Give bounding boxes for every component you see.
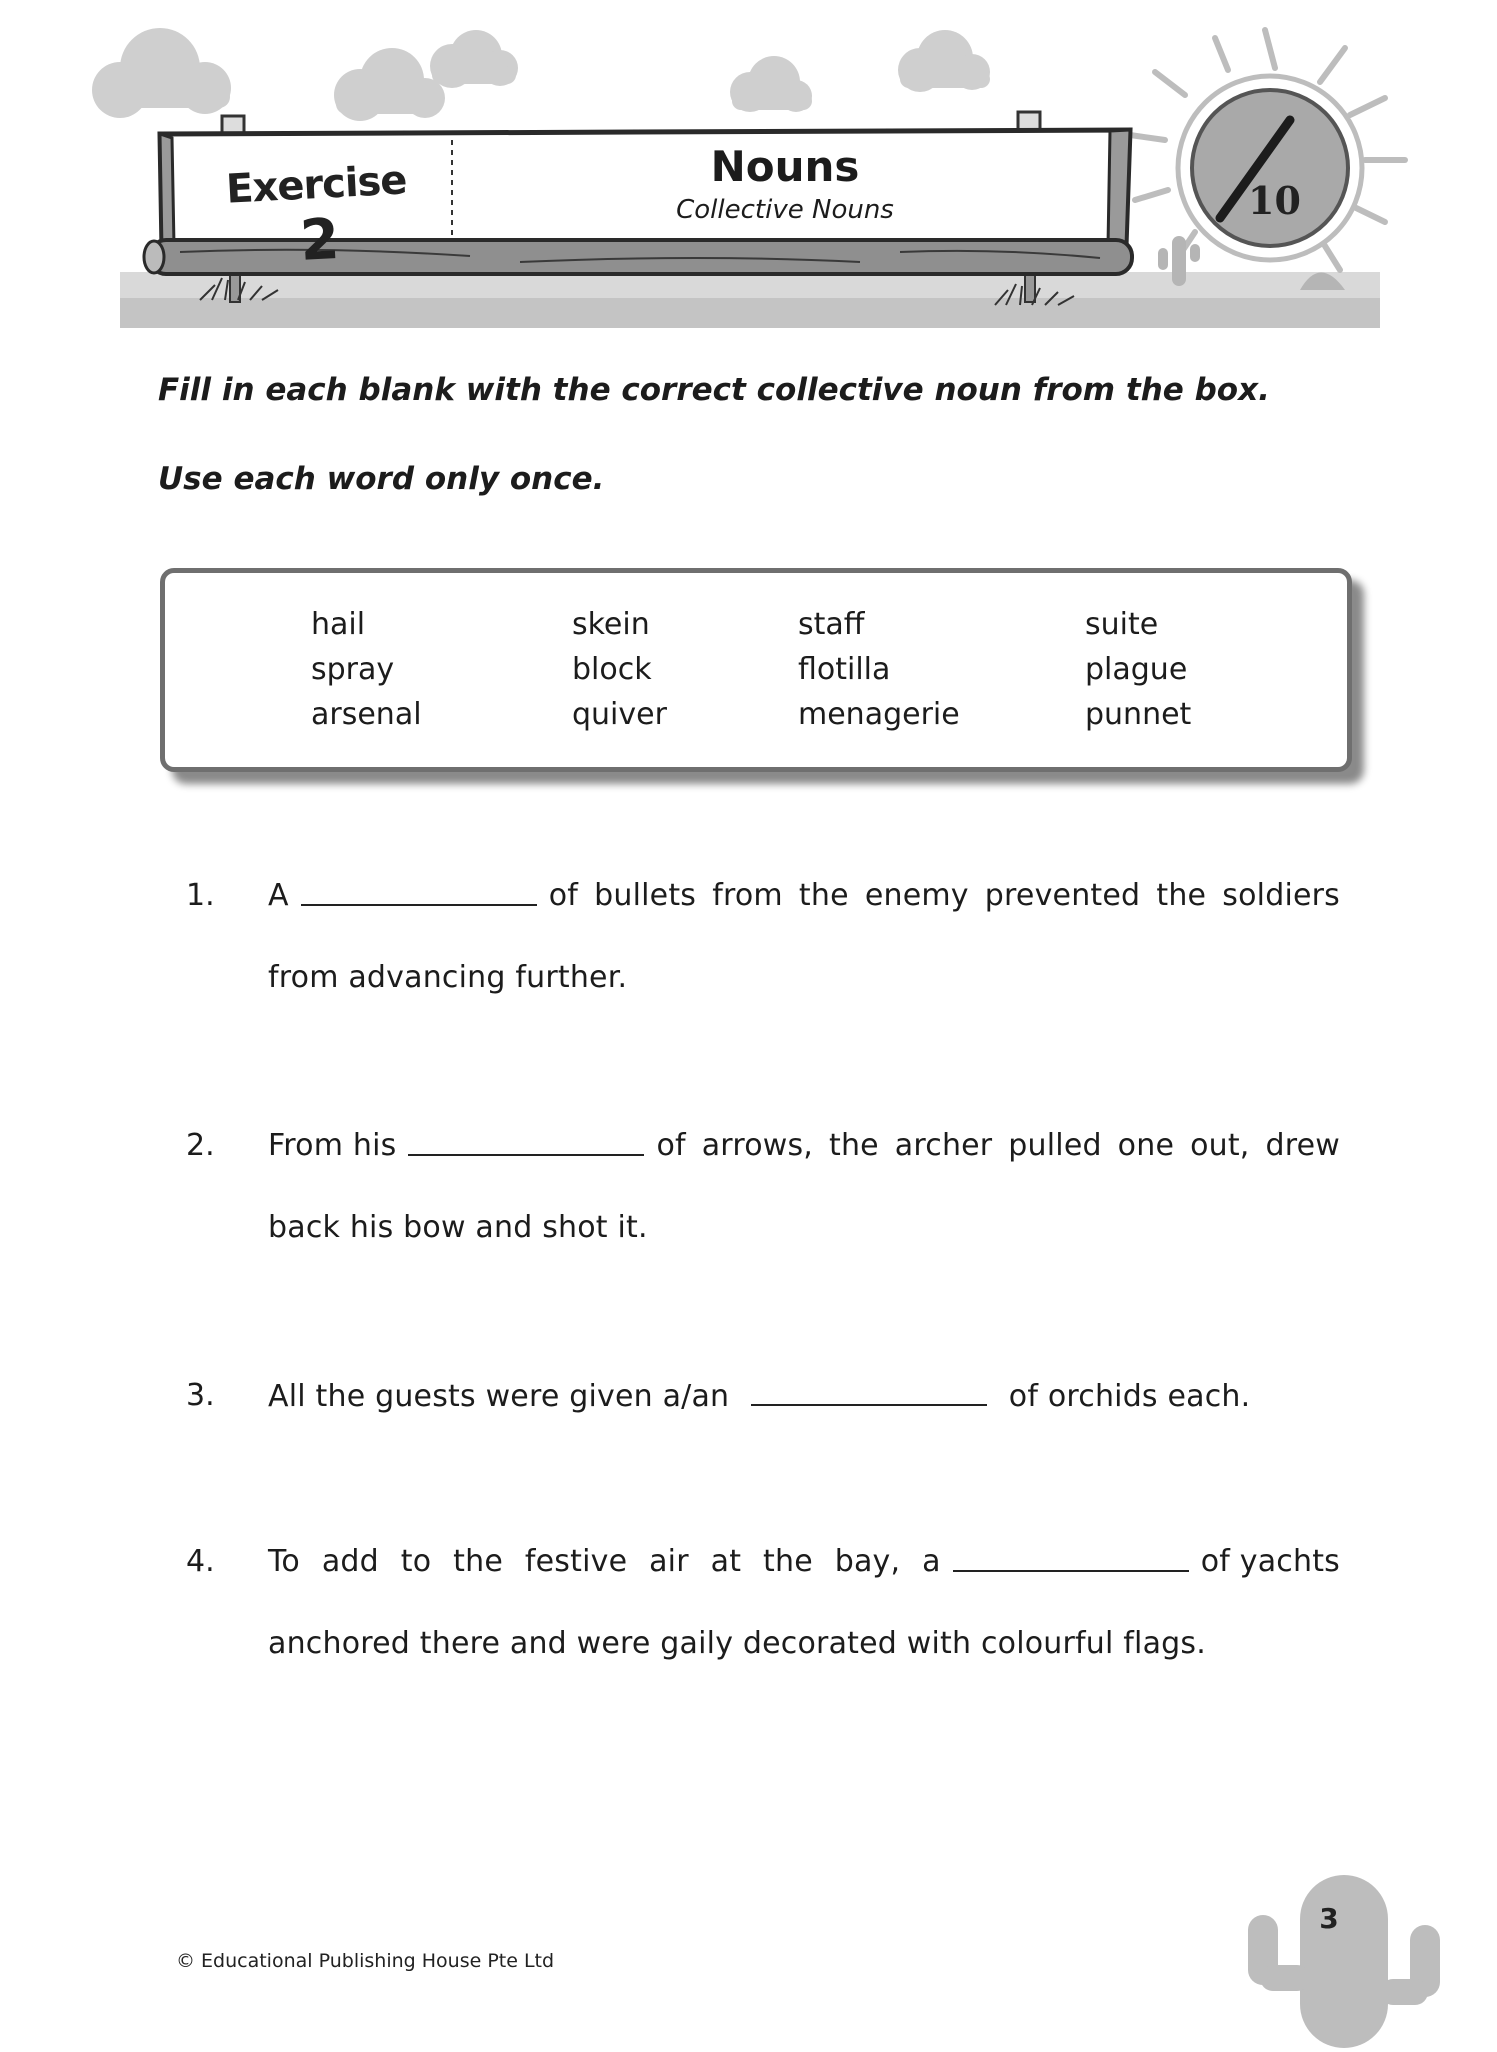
question-continuation: back his bow and shot it. xyxy=(268,1210,648,1245)
question-text-before: All the guests were given a/an xyxy=(268,1379,730,1414)
exercise-label-text: Exercise xyxy=(225,157,408,213)
question-text-before: To add to the festive air at the bay, a xyxy=(268,1544,941,1579)
exercise-label xyxy=(215,157,421,278)
word-suite: suite xyxy=(1085,607,1159,642)
word-menagerie: menagerie xyxy=(798,697,960,732)
question-line xyxy=(268,1128,1340,1163)
cloud-icon xyxy=(92,28,990,121)
word-plague: plague xyxy=(1085,652,1188,687)
answer-blank[interactable] xyxy=(408,1128,644,1156)
question-number: 1. xyxy=(186,878,215,913)
page-number: 3 xyxy=(1319,1902,1339,1935)
question-number: 3. xyxy=(186,1378,215,1413)
answer-blank[interactable] xyxy=(953,1544,1189,1572)
exercise-header xyxy=(0,0,1497,340)
sun-icon xyxy=(1130,30,1405,270)
page-subtitle: Collective Nouns xyxy=(676,195,894,225)
word-hail: hail xyxy=(311,607,366,642)
question-text-after: of orchids each. xyxy=(1008,1379,1251,1414)
word-block: block xyxy=(572,652,652,687)
word-quiver: quiver xyxy=(572,697,667,732)
word-staff: staff xyxy=(798,607,865,642)
question-text-after: of bullets from the enemy prevented the soldiers xyxy=(548,878,1340,913)
word-box xyxy=(160,568,1352,772)
question-number: 2. xyxy=(186,1128,215,1163)
word-spray: spray xyxy=(311,652,395,687)
question-text-before: A xyxy=(268,878,289,913)
question-continuation: from advancing further. xyxy=(268,960,628,995)
word-punnet: punnet xyxy=(1085,697,1192,732)
exercise-number: 2 xyxy=(298,207,340,274)
question-line xyxy=(268,878,1340,913)
question-line xyxy=(268,1378,1250,1414)
question-number: 4. xyxy=(186,1544,215,1579)
word-skein: skein xyxy=(572,607,650,642)
instruction-line-1: Fill in each blank with the correct collective noun from the box. xyxy=(158,372,1270,408)
question-text-after: of yachts xyxy=(1200,1544,1340,1579)
question-continuation: anchored there and were gaily decorated with colourful flags. xyxy=(268,1626,1206,1661)
answer-blank[interactable] xyxy=(751,1378,987,1406)
word-flotilla: flotilla xyxy=(798,652,891,687)
question-line xyxy=(268,1544,1340,1579)
question-text-after: of arrows, the archer pulled one out, drew xyxy=(656,1128,1340,1163)
word-arsenal: arsenal xyxy=(311,697,422,732)
page-title: Nouns xyxy=(710,142,860,191)
answer-blank[interactable] xyxy=(301,878,537,906)
question-text-before: From his xyxy=(268,1128,397,1163)
score-total: 10 xyxy=(1248,178,1301,223)
instruction-line-2: Use each word only once. xyxy=(158,461,605,497)
copyright-footer: © Educational Publishing House Pte Ltd xyxy=(176,1950,555,1972)
